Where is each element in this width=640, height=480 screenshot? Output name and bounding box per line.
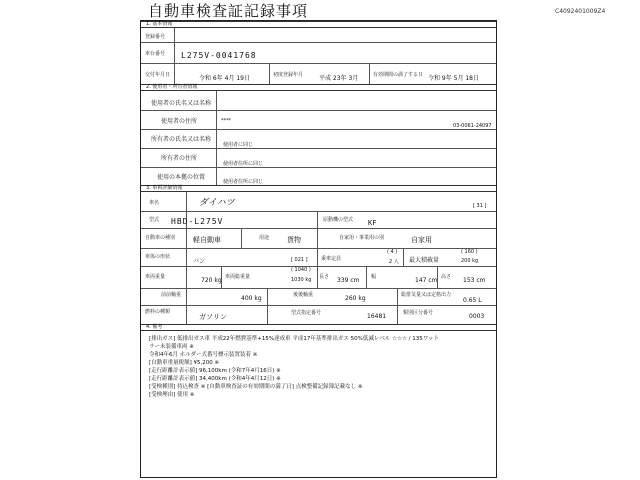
use-value: 貨物 <box>287 236 301 244</box>
make-value: ダイハツ <box>199 198 235 208</box>
front-axle-label: 前前軸重 <box>161 292 182 298</box>
model-label: 型式 <box>149 217 160 223</box>
displacement-value: 0.65 L <box>463 297 482 304</box>
remark-line: [受検理由] 使用 ※ <box>149 392 195 398</box>
height-label: 高さ <box>441 274 452 280</box>
rear-axle-label: 後後軸重 <box>293 292 314 298</box>
remark-line: 令和4年6月 ホルダー式番号標示装置装着 ※ <box>149 352 258 358</box>
vin-value: L275V-0041768 <box>181 51 257 60</box>
model-value: HBD-L275V <box>171 217 224 226</box>
body-shape-label: 車体の形状 <box>145 254 171 260</box>
vehicle-weight-label: 車両重量 <box>145 274 166 280</box>
expiry-value: 令和 9年 5月 18日 <box>428 75 479 82</box>
engine-value: KF <box>368 219 377 227</box>
initial-registration-value: 平成 23年 3月 <box>319 75 359 82</box>
type-number-label: 型式指定番号 <box>291 310 322 316</box>
remark-line: [排出ガス] 低排出ガス車 平成22年燃費基準+15%達成車 平成17年基準排出ガス 50%低減レベル ☆☆☆ / 135ワット <box>149 336 439 342</box>
length-label: 長さ <box>319 274 330 280</box>
make-code: [ 31 ] <box>473 203 487 209</box>
user-name-label: 使用者の氏名又は名称 <box>151 100 212 107</box>
user-address-value: **** <box>221 118 231 124</box>
engine-label: 原動機の型式 <box>323 217 354 223</box>
user-address-label: 使用者の住所 <box>161 118 198 125</box>
remark-line: [自動車重量税額] ¥5,200 ※ <box>149 360 220 366</box>
initial-registration-label: 初度登録年月 <box>273 72 304 78</box>
capacity-value-top: ( 4 ) <box>387 249 398 255</box>
max-load-value-top: ( 160 ) <box>461 249 478 255</box>
rear-axle-value: 260 kg <box>345 295 366 302</box>
fuel-value: ガソリン <box>199 313 227 321</box>
inspection-record-form <box>140 20 497 478</box>
displacement-label: 総排気量又は定格出力 <box>401 292 452 298</box>
width-label: 幅 <box>371 274 377 280</box>
front-axle-value: 400 kg <box>241 295 262 302</box>
owner-name-value: 使用者に同じ <box>223 142 254 148</box>
owner-address-value: 使用者住所に同じ <box>223 161 264 167</box>
first-registration-value: 令和 6年 4月 19日 <box>199 75 250 82</box>
owner-address-label: 所有者の住所 <box>161 155 198 162</box>
vin-label: 車台番号 <box>145 51 166 57</box>
purpose-label: 自家用・事業用の別 <box>339 235 385 241</box>
vehicle-weight-value: 720 kg <box>201 277 222 284</box>
document-id: C4092401009Z4 <box>555 8 606 15</box>
section-vehicle-header: 3. 車両詳細情報 <box>141 185 496 192</box>
type-number-value: 16481 <box>367 313 387 320</box>
vehicle-class-label: 自動車の種別 <box>145 235 176 241</box>
capacity-value: 2 人 <box>389 259 399 265</box>
category-number-label: 類別区分番号 <box>403 310 434 316</box>
registration-label: 登録番号 <box>145 34 166 40</box>
max-load-value: 200 kg <box>461 258 479 264</box>
capacity-label: 乗車定員 <box>321 256 342 262</box>
remark-line: [受検種別] 持込検査 ※ [自動車検査証の有効期間の満了日] 点検整備記録簿記載なし ※ <box>149 384 363 390</box>
make-label: 車名 <box>149 200 160 206</box>
body-shape-value: バン <box>193 258 206 265</box>
document-title: 自動車検査証記録事項 <box>148 2 309 20</box>
body-shape-code: [ 021 ] <box>291 257 308 263</box>
length-value: 339 cm <box>337 277 360 284</box>
remark-line: [走行距離計表示値] 34,400km (令和4年4月12日) ※ <box>149 376 281 382</box>
category-number-value: 0003 <box>469 313 485 320</box>
section-remarks-header: 4. 備考 <box>141 324 496 331</box>
owner-code-value: 03-0061-24097 <box>453 123 492 129</box>
gross-weight-value-top: ( 1040 ) <box>291 267 311 273</box>
remark-line: ラー未装備車両 ※ <box>149 344 194 350</box>
gross-weight-value: 1030 kg <box>291 277 312 283</box>
expiry-label: 有効期間の満了する日 <box>373 72 424 78</box>
gross-weight-label: 車両総重量 <box>225 274 251 280</box>
purpose-value: 自家用 <box>411 236 432 244</box>
width-value: 147 cm <box>415 277 438 284</box>
max-load-label: 最大積載量 <box>409 257 440 264</box>
use-label: 用途 <box>259 235 270 241</box>
remarks-area <box>141 331 496 477</box>
first-registration-label: 交付年月日 <box>145 72 171 78</box>
section-owner-header: 2. 使用者・所有者情報 <box>141 84 496 91</box>
vehicle-class-value: 軽自動車 <box>193 236 221 244</box>
remark-line: [走行距離計表示値] 96,100km (令和7年4月16日) ※ <box>149 368 281 374</box>
base-location-label: 使用の本拠の位置 <box>157 174 206 181</box>
height-value: 153 cm <box>463 277 486 284</box>
base-location-value: 使用者住所に同じ <box>223 179 264 185</box>
section-basic-header: 1. 基本情報 <box>141 21 496 28</box>
fuel-label: 燃料の種類 <box>145 309 171 315</box>
owner-name-label: 所有者の氏名又は名称 <box>151 136 212 143</box>
